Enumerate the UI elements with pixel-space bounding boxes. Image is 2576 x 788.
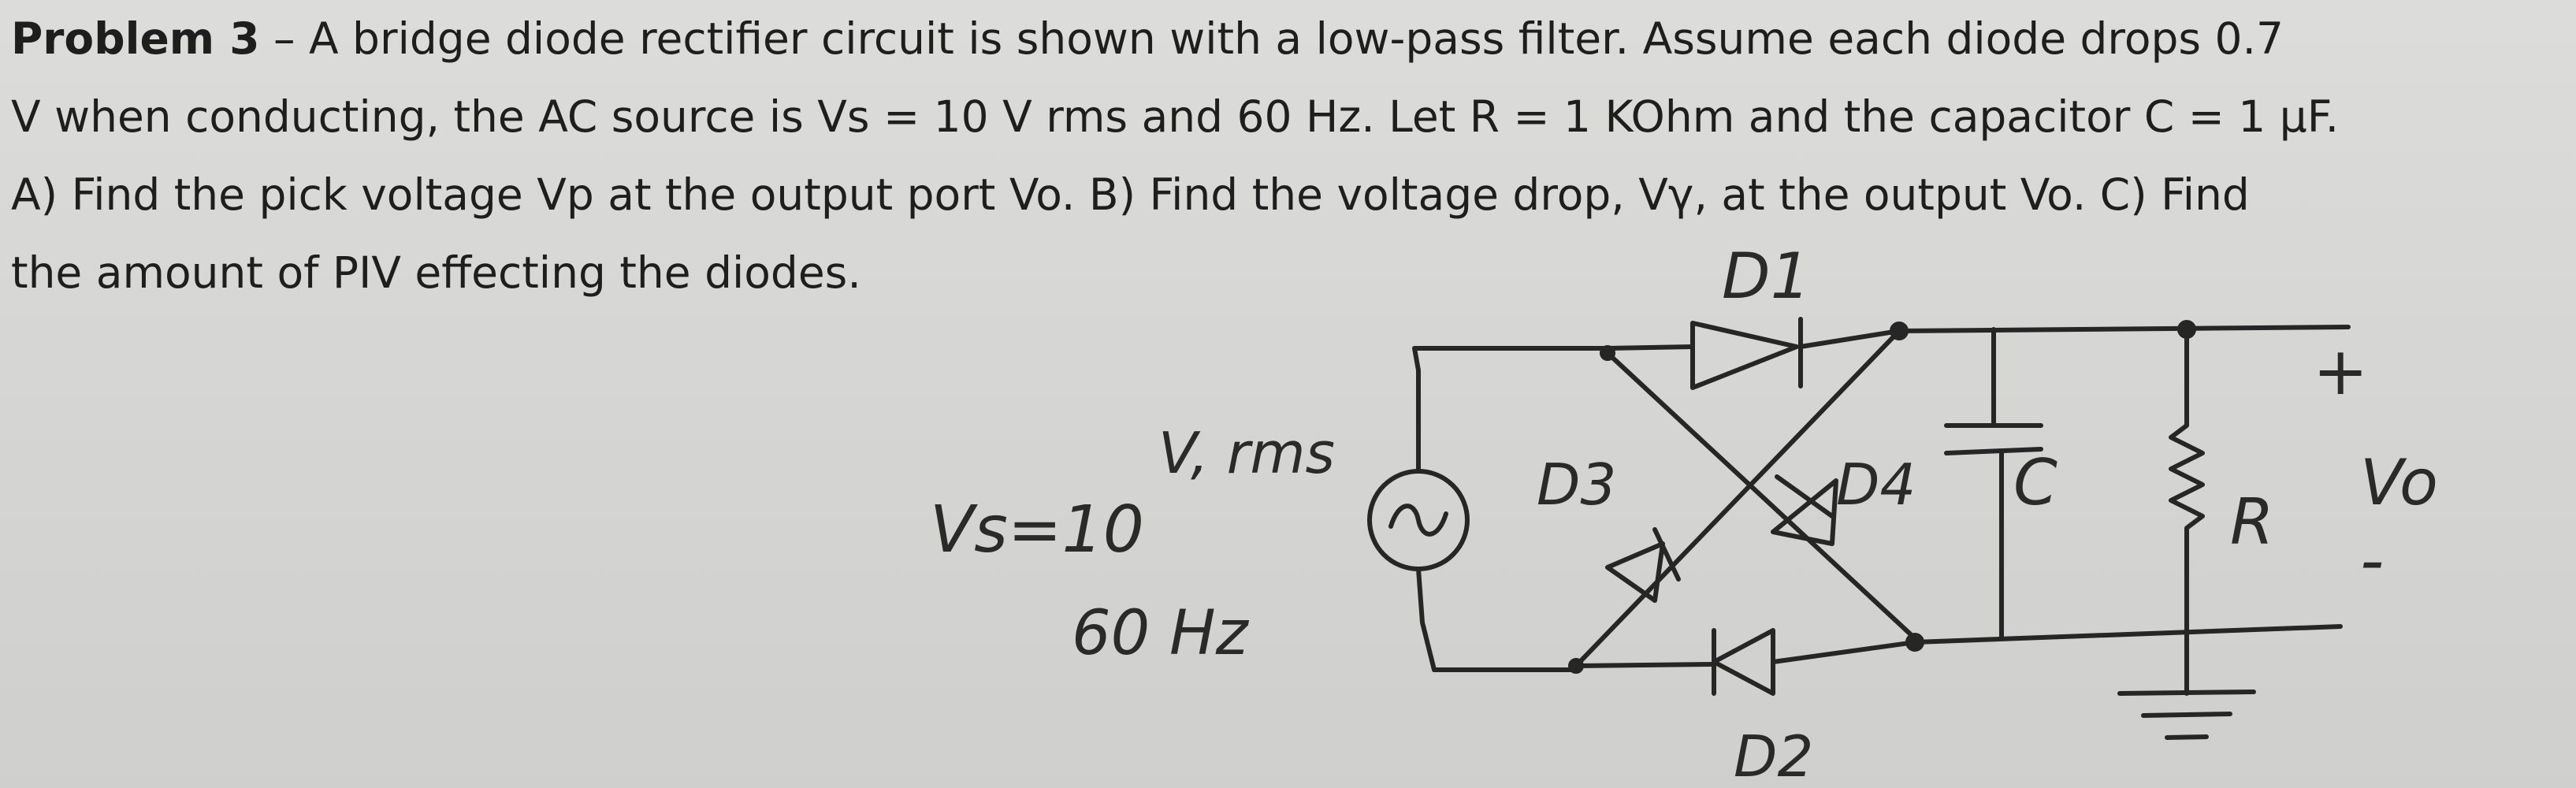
d4-label: D4 [1836, 452, 1916, 518]
title-dash: – [259, 13, 309, 64]
problem-title: Problem 3 [11, 13, 260, 64]
diode-d3 [1608, 530, 1678, 600]
ground-symbol [2120, 692, 2254, 738]
problem-line-1-text: A bridge diode rectifier circuit is shown with a low-pass filter. Assume each diode drops 0.7 [308, 13, 2284, 64]
source-voltage-label: Vs=10 [930, 492, 1144, 567]
capacitor-label: C [2013, 446, 2057, 519]
wire-top-rail [1899, 327, 2348, 331]
d3-label: D3 [1537, 452, 1617, 518]
problem-line-2: V when conducting, the AC source is Vs = 10 V rms and 60 Hz. Let R = 1 KOhm and the capacitor C = 1 μF. [11, 91, 2340, 142]
node-bottom-right [1908, 635, 1922, 649]
output-plus: + [2313, 333, 2369, 410]
source-rms-label: V, rms [1158, 420, 1336, 486]
problem-line-4: the amount of PIV effecting the diodes. [11, 247, 861, 298]
d2-label: D2 [1734, 723, 1814, 788]
diode-d2 [1576, 630, 1915, 693]
resistor-label: R [2230, 485, 2274, 559]
output-minus: - [2360, 522, 2385, 599]
resistor-r [2171, 329, 2202, 693]
d1-label: D1 [1722, 240, 1811, 313]
output-vo-label: Vo [2360, 446, 2438, 519]
source-frequency-label: 60 Hz [1072, 598, 1248, 669]
wire-bottom-rail [1915, 626, 2340, 642]
ac-source-symbol [1370, 471, 1467, 569]
problem-line-3: A) Find the pick voltage Vp at the output port Vo. B) Find the voltage drop, Vγ, at the output Vo. C) Find [11, 169, 2250, 220]
wire-bottom-left [1418, 569, 1576, 670]
